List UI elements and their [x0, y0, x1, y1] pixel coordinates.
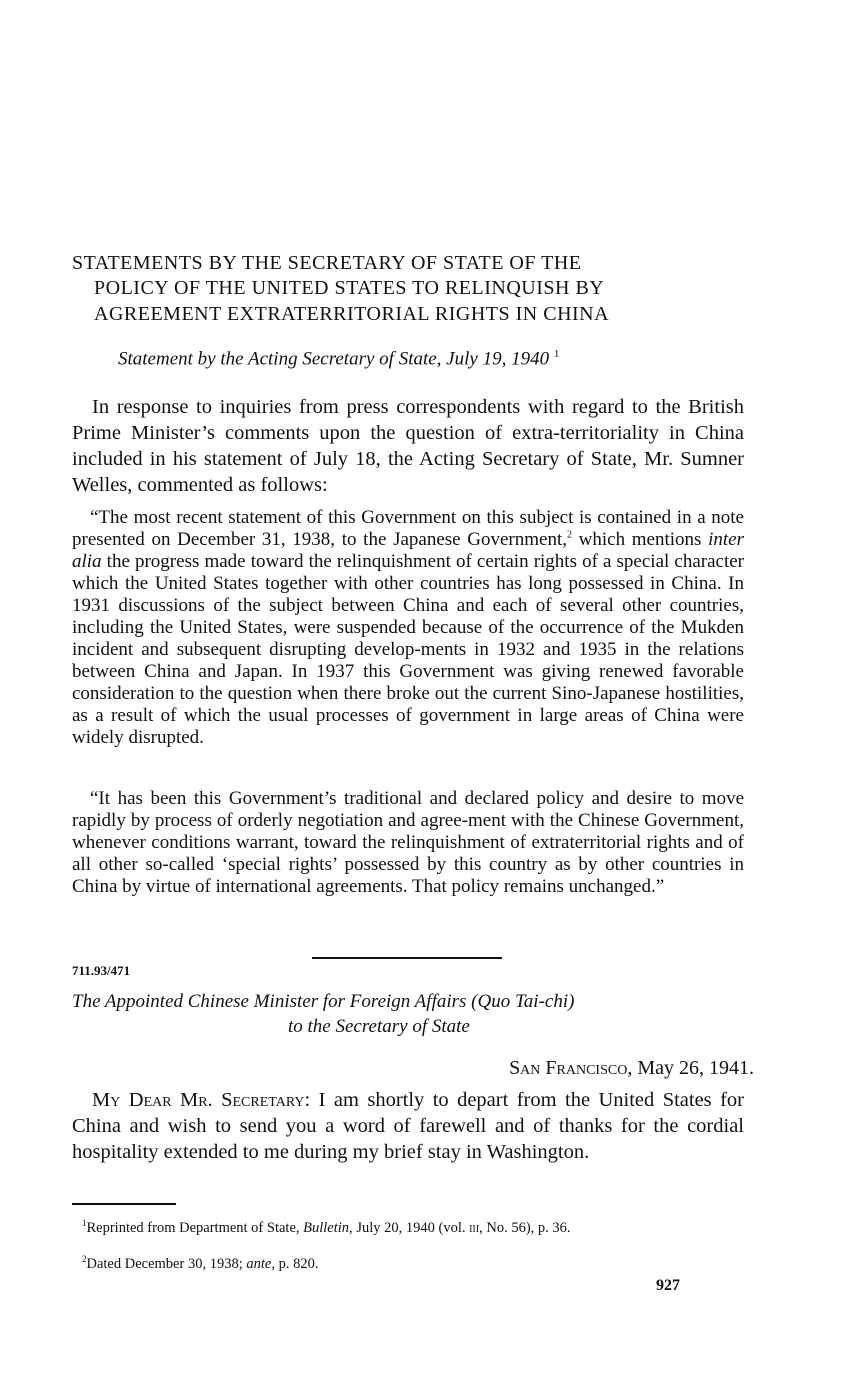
file-number: 711.93/471 [72, 963, 131, 978]
letter-paragraph [72, 1087, 744, 1165]
subtitle-text: Statement by the Acting Secretary of State, July 19, 1940 [118, 348, 550, 370]
footnote-1-italic: Bulletin, [303, 1219, 353, 1236]
quote1-part2: which mentions [571, 529, 709, 550]
quote1-part1: “The most recent statement of this Government on this subject is contained in a note presented on December 31, 1938, to the Japanese Government, [72, 507, 744, 550]
footnote-2-italic: ante, [246, 1255, 275, 1272]
section-divider [312, 957, 502, 959]
quote-paragraph-2: “It has been this Government’s traditional and declared policy and desire to move rapidly by process of orderly negotiation and agree-ment with the Chinese Government, whenever conditions warrant, toward the relinquishment of extraterritorial rights and of all other so-called ‘special rights’ possessed by this country as by other countries in China by virtue of international agreements. That policy remains unchanged.” [72, 788, 744, 897]
footnote-2-text-2: p. 820. [274, 1255, 319, 1272]
quote1-italic: inter alia [72, 529, 744, 572]
footnote-2-mark: 2 [82, 1254, 87, 1264]
footnote-divider [72, 1203, 176, 1205]
footnote-2-text: Dated December 30, 1938; [86, 1255, 247, 1272]
intro-paragraph: In response to inquiries from press correspondents with regard to the British Prime Minister’s comments upon the question of extra-territoriality in China included in his statement of July 18, the Acting Secretary of State, Mr. Sumner Welles, commented as follows: [72, 396, 744, 496]
footnote-1-text: Reprinted from Department of State, [86, 1219, 304, 1236]
heading-line-3: AGREEMENT EXTRATERRITORIAL RIGHTS IN CHINA [94, 303, 610, 325]
dateline-date: , May 26, 1941. [627, 1057, 754, 1079]
quote1-part3: the progress made toward the relinquishment of certain rights of a special character which the United States together with other countries has long possessed in China. In 1931 discussions of the subject between China and each of several other countries, including the United States, were suspended because of the occurrence of the Mukden incident and subsequent disrupting develop-ments in 1932 and 1935 in the relations between China and Japan. In 1937 this Government was giving renewed favorable consideration to the question when there broke out the current Sino-Japanese hostilities, as a result of which the usual processes of government in large areas of China were widely disrupted. [72, 551, 744, 748]
footnote-1-mark: 1 [82, 1218, 87, 1228]
page-number: 927 [656, 1277, 680, 1294]
heading-line-2: POLICY OF THE UNITED STATES TO RELINQUISH BY [94, 277, 605, 299]
statement-subtitle [118, 348, 559, 370]
letter-heading-line-2: to the Secretary of State [288, 1016, 470, 1037]
dateline [509, 1057, 754, 1080]
letter-body: I am shortly to depart from the United States for China and wish to send you a word of farewell and of thanks for the cordial hospitality extended to me during my brief stay in Washington. [72, 1089, 744, 1163]
footnote-ref-1: 1 [553, 348, 560, 360]
quote-paragraph-1 [72, 507, 744, 749]
letter-heading-line-1: The Appointed Chinese Minister for Foreign Affairs (Quo Tai-chi) [72, 991, 575, 1012]
footnote-1 [72, 1215, 744, 1236]
footnote-1-text-3: , No. 56), p. 36. [479, 1219, 571, 1236]
footnote-1-text-2: July 20, 1940 (vol. [352, 1219, 470, 1236]
letter-salutation: My Dear Mr. Secretary: [92, 1089, 311, 1111]
footnote-2 [72, 1251, 744, 1272]
footnote-1-volume: iii [469, 1219, 480, 1236]
heading-line-1: STATEMENTS BY THE SECRETARY OF STATE OF THE [72, 252, 582, 274]
dateline-place: San Francisco [509, 1057, 628, 1079]
footnote-ref-2: 2 [566, 529, 572, 541]
